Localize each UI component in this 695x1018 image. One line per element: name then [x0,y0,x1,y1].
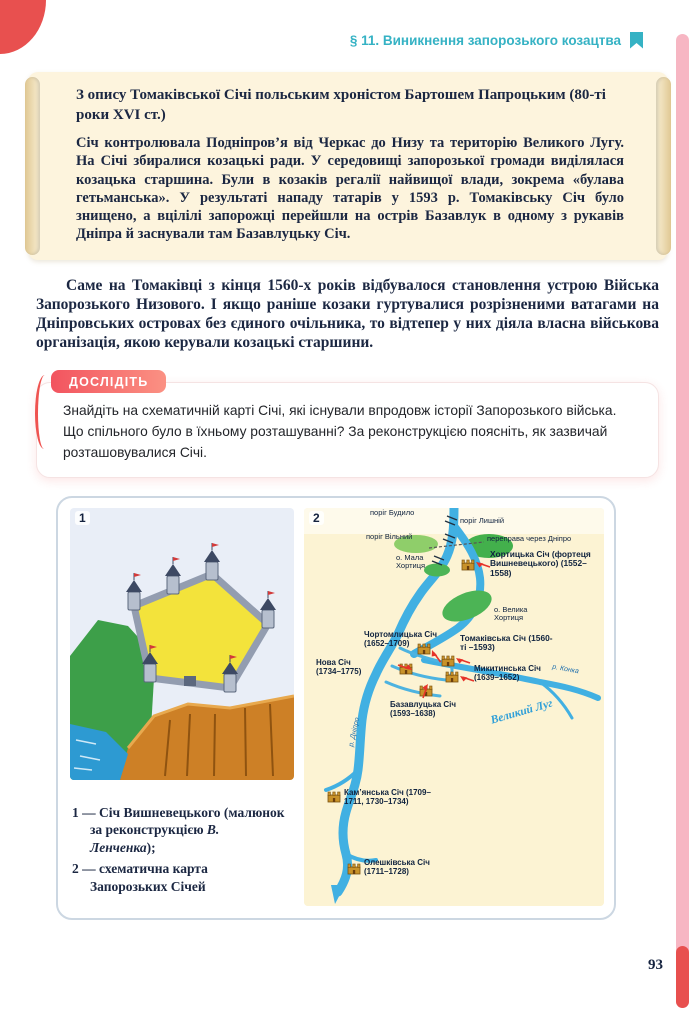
caption-line-2: 2 — схематична карта Запорозьких Січей [72,860,208,894]
caption-line-1-end: ); [146,840,156,856]
map-label-tomakivska-sich: Томаківська Січ (1560-ті –1593) [460,632,553,653]
caption-line-1-text: 1 — Січ Вишневецького (малюнок за реконструкцією [72,804,285,838]
figure-number-2: 2 [309,511,324,525]
task-badge: ДОСЛІДІТЬ [51,370,166,393]
map-label-oleshkivska-sich: Олешківська Січ (1711–1728) [364,857,430,876]
map-label-nova-sich: Нова Січ (1734–1775) [316,657,362,676]
side-bar-cap-decoration [676,946,689,1008]
chapter-title: § 11. Виникнення запорозького козацтва [349,32,621,48]
figure-number-1: 1 [75,511,90,525]
map-label-bazavlutska-sich: Базавлуцька Січ (1593–1638) [390,699,457,718]
sich-reconstruction-image [70,508,294,780]
source-text: Січ контролювала Подніпров’я від Черкас до Низу та територію Великого Лугу. На Січі збиралися козацькі ради. У середовищі запорозької громади виділялася козацька старшина. Були в козаків регалії найвищої влади, зокрема «булава гетьманська». У результаті нападу татарів у 1593 р. Томаківську Січ було знищено, а вцілілі запорожці перейшли на острів Базавлук в одному з рукавів Дніпра й заснували там Базавлуцьку Січ. [76,135,624,243]
map-label-mykytynska-sich: Микитинська Січ (1639–1652) [474,663,541,682]
caption-line-1 [72,804,288,857]
map-label-velyka-khortytsia: о. Велика Хортиця [494,604,528,623]
figure-box [56,496,616,920]
source-title: З опису Томаківської Січі польським хроністом Бартошем Папроцьким (80-ті роки XVI ст.) [76,87,606,123]
map-label-pereprava: переправа через Дніпро [487,533,572,543]
sich-map [304,508,604,906]
map-label-river-dnipro: р. Дніпро [348,716,362,747]
task-text: Знайдіть на схематичній карті Січі, які існували впродовж історії Запорозького війська. Що спільного було в їхньому розташуванні? За реконструкцією поясніть, як зазвичай розташовувалися Січі. [63,403,617,460]
reconstruction-drawing [70,508,294,780]
map-label-river-konka: р. Конка [551,663,580,675]
scroll-curl-right-icon [656,77,671,255]
bookmark-icon [630,32,643,49]
scroll-curl-left-icon [25,77,40,255]
source-scroll [28,72,668,260]
map-label-porih-vilnyi: поріг Вільний [366,531,413,541]
map-label-khortytska-sich: Хортицька Січ (фортеця Вишневецького) (1552–1558) [490,548,591,579]
body-paragraph: Саме на Томаківці з кінця 1560-х років відбувалося становлення устрою Війська Запорозького Низового. І якщо раніше козаки гуртувалися розрізненими ватагами на Дніпровських островах без єдиного очільника, то відтепер у них діяла власна військова організація, якою керували козацькі старшини. [36,276,659,352]
map-label-porih-budylo: поріг Будило [370,507,415,517]
caption-line-1-italic: В. Ленченка [90,822,220,856]
map-label-chortomlytska-sich: Чортомлицька Січ (1652–1709) [364,629,437,648]
task-box [36,375,659,477]
page-number: 93 [648,957,663,973]
map-label-velykyi-luh: Великий Луг [489,697,554,727]
figure-caption [72,804,288,899]
chapter-header [0,30,643,50]
side-bar-decoration [676,34,689,1008]
map-label-porih-lyshnii: поріг Лишній [460,515,505,525]
map-label-mala-khortytsia: о. Мала Хортиця [396,552,426,571]
map-label-kamianska-sich: Кам’янська Січ (1709–1711, 1730–1734) [344,787,431,806]
